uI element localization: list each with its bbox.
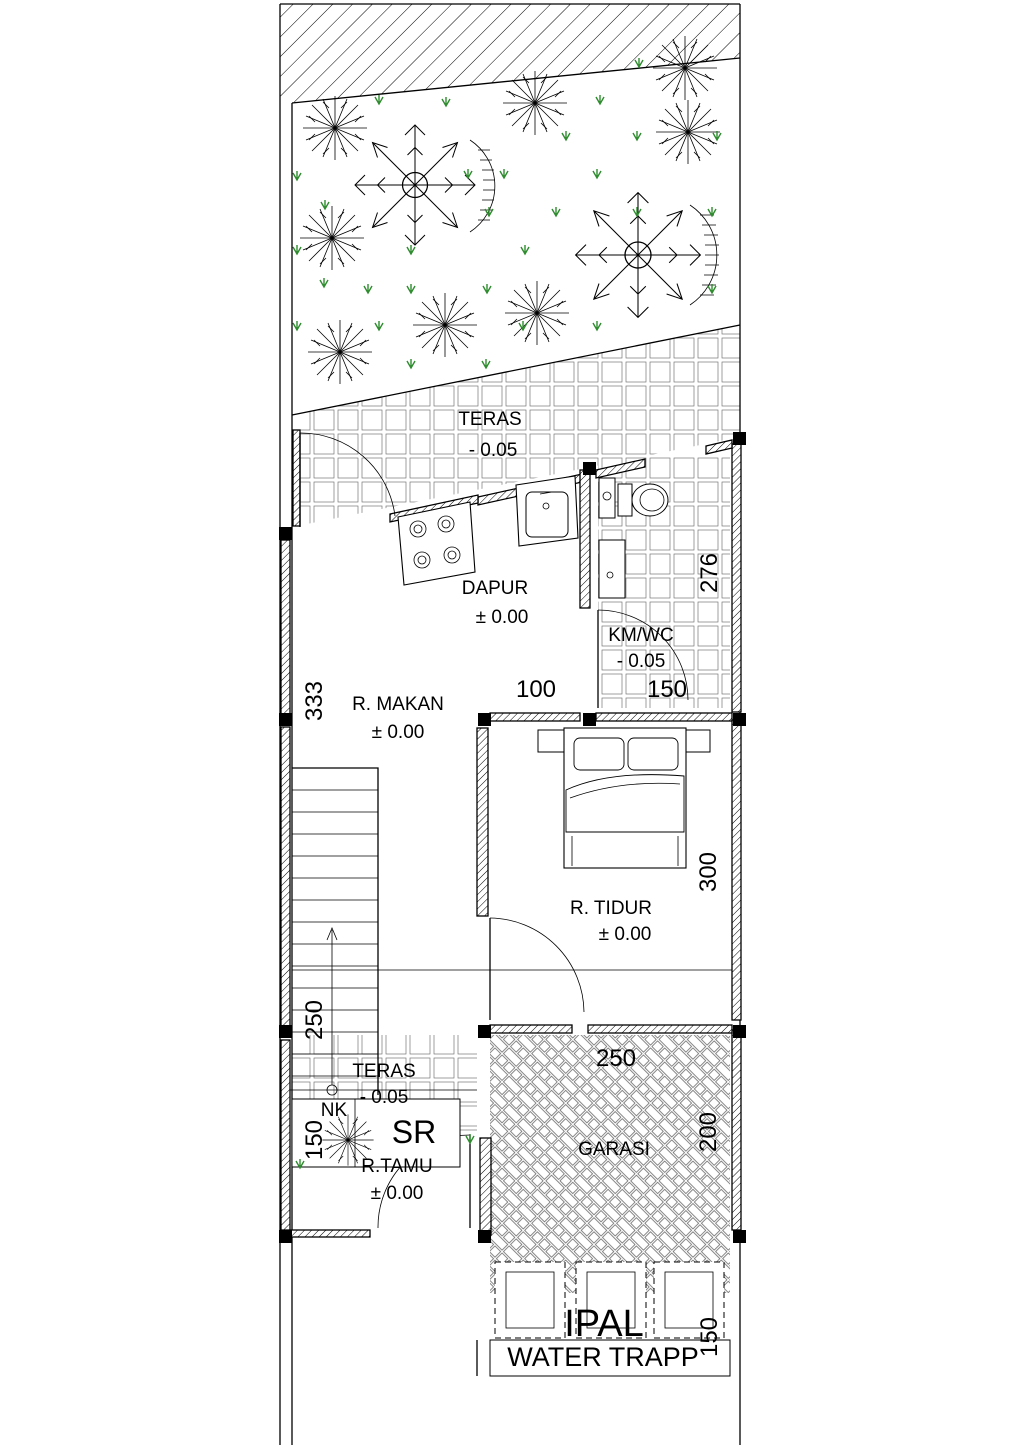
tree-large-left (355, 125, 495, 245)
dim-kmwc-width: 150 (646, 676, 688, 703)
kitchen-sink (516, 476, 578, 546)
tree-large-right (576, 193, 719, 318)
label-teras-front: TERAS (352, 1061, 416, 1082)
label-r-tamu: R.TAMU (361, 1156, 433, 1177)
shrub-3 (653, 36, 717, 100)
dim-sr-height: 150 (301, 1119, 328, 1161)
label-garasi: GARASI (578, 1139, 650, 1160)
dim-garasi-width: 250 (595, 1045, 637, 1072)
shrub-8 (308, 320, 372, 384)
label-ipal: IPAL (564, 1303, 644, 1345)
level-r-makan: ± 0.00 (371, 722, 425, 743)
level-teras-front: - 0.05 (359, 1087, 409, 1108)
label-teras-back: TERAS (458, 409, 522, 430)
label-dapur: DAPUR (461, 578, 529, 599)
label-r-tidur: R. TIDUR (570, 898, 652, 919)
dim-garasi-height: 200 (695, 1111, 722, 1153)
shrub-4 (656, 100, 720, 164)
garage-floor (490, 1035, 730, 1293)
label-r-makan: R. MAKAN (352, 694, 444, 715)
dim-ipal-height: 150 (696, 1316, 723, 1358)
bed (538, 728, 710, 868)
label-sr: SR (391, 1114, 437, 1150)
dim-kmwc-height: 276 (696, 552, 723, 594)
dim-makan-height: 333 (301, 680, 328, 722)
level-r-tidur: ± 0.00 (598, 924, 652, 945)
level-kmwc: - 0.05 (616, 651, 666, 672)
grass-marks (293, 58, 721, 368)
shrub-6 (413, 293, 477, 357)
shrub-1 (303, 96, 367, 160)
shrub-2 (503, 71, 567, 135)
dim-tidur-height: 300 (695, 851, 722, 893)
label-stair-nk: NK (320, 1100, 348, 1121)
label-water-trapp: WATER TRAPP (507, 1342, 699, 1372)
level-dapur: ± 0.00 (475, 607, 529, 628)
toilet (618, 484, 668, 516)
dim-dapur-width: 100 (515, 676, 557, 703)
kitchen-stove (398, 502, 475, 585)
label-kmwc: KM/WC (608, 625, 674, 646)
shrub-5 (300, 206, 364, 270)
dim-stair-height: 250 (301, 999, 328, 1041)
level-teras-back: - 0.05 (468, 440, 518, 461)
shrub-7 (505, 281, 569, 345)
level-r-tamu: ± 0.00 (370, 1183, 424, 1204)
